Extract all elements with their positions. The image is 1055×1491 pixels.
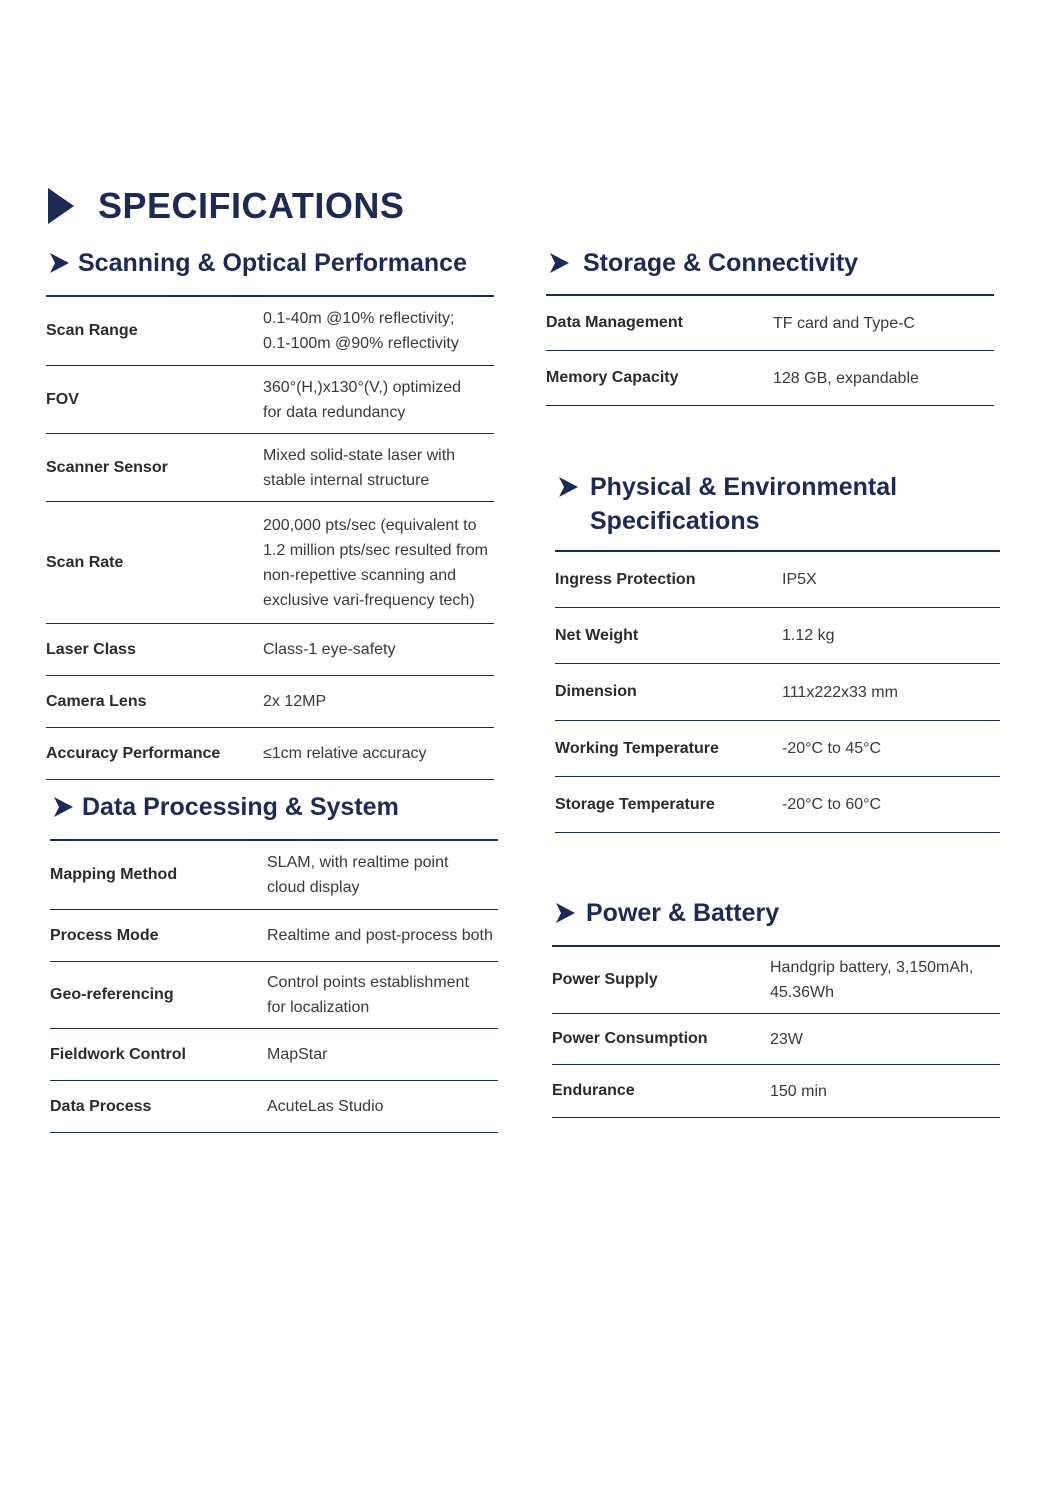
table-row [50, 910, 498, 962]
table-row [50, 841, 498, 910]
table-row [555, 552, 1000, 608]
row-value: Class-1 eye-safety [263, 641, 396, 658]
row-label: Endurance [552, 1082, 635, 1099]
chevron-right-icon [48, 252, 70, 274]
section-storage [546, 246, 994, 406]
table-row [555, 608, 1000, 664]
row-value: Control points establishment for localization [267, 974, 469, 1016]
row-value: Mixed solid-state laser with stable internal structure [263, 446, 456, 489]
row-label: Memory Capacity [546, 369, 679, 386]
row-value: 2x 12MP [263, 693, 327, 710]
chevron-right-icon [52, 796, 74, 818]
table-row [546, 351, 994, 406]
row-value: 1.12 kg [782, 627, 835, 644]
row-value: 111x222x33 mm [782, 683, 898, 701]
table-row [50, 962, 498, 1029]
row-label: Working Temperature [555, 739, 719, 757]
row-value: Realtime and post-process both [267, 927, 493, 944]
row-label: Scan Range [46, 322, 138, 339]
section-scanning [46, 246, 494, 780]
row-label: Mapping Method [50, 866, 178, 883]
table-row [552, 947, 1000, 1014]
spec-table [546, 294, 994, 406]
spec-table [46, 295, 494, 780]
spec-table [50, 839, 498, 1133]
table-row [50, 1029, 498, 1081]
table-row [46, 366, 494, 434]
row-label: Net Weight [555, 626, 639, 644]
table-row [50, 1081, 498, 1133]
section-heading [546, 246, 994, 280]
row-label: Data Process [50, 1097, 152, 1115]
row-label: Dimension [555, 683, 637, 700]
row-label: Camera Lens [46, 692, 147, 710]
row-label: Storage Temperature [555, 795, 715, 813]
section-title: Storage & Connectivity [583, 249, 859, 277]
row-label: Power Consumption [552, 1030, 708, 1047]
section-heading [46, 246, 494, 280]
table-row [46, 434, 494, 502]
spec-table [552, 945, 1000, 1118]
table-row [46, 624, 494, 676]
row-label: Ingress Protection [555, 570, 696, 588]
section-heading [552, 896, 1000, 930]
row-label: Power Supply [552, 971, 658, 988]
chevron-right-icon [554, 902, 576, 924]
section-title-line2: Specifications [590, 507, 760, 535]
chevron-right-icon [557, 476, 579, 498]
row-value: SLAM, with realtime point cloud display [267, 854, 449, 896]
table-row [552, 1065, 1000, 1118]
row-label: Laser Class [46, 640, 136, 658]
table-row [546, 296, 994, 351]
row-value: 360°(H,)x130°(V,) optimized for data redundancy [263, 378, 462, 421]
table-row [46, 676, 494, 728]
row-value: -20°C to 45°C [782, 740, 882, 757]
row-label: Geo-referencing [50, 986, 174, 1003]
row-value: 128 GB, expandable [773, 369, 919, 387]
section-title-line1: Physical & Environmental [590, 473, 898, 501]
table-row [555, 777, 1000, 833]
section-heading [555, 470, 1000, 538]
row-value: -20°C to 60°C [782, 796, 882, 813]
page-title-text: SPECIFICATIONS [98, 185, 405, 226]
table-row [46, 297, 494, 366]
triangle-right-icon [48, 188, 74, 224]
section-title: Data Processing & System [82, 793, 399, 821]
row-value: TF card and Type-C [773, 314, 915, 332]
row-value: 150 min [770, 1082, 827, 1100]
row-value: ≤1cm relative accuracy [263, 745, 427, 762]
row-value: AcuteLas Studio [267, 1098, 384, 1115]
page-title [48, 184, 404, 228]
row-value: 0.1-40m @10% reflectivity; 0.1-100m @90% reflectivity [263, 310, 459, 352]
row-label: Scan Rate [46, 553, 124, 571]
table-row [46, 728, 494, 780]
row-value: Handgrip battery, 3,150mAh, 45.36Wh [770, 959, 974, 1001]
row-value: 200,000 pts/sec (equivalent to 1.2 million pts/sec resulted from non-repettive scanning and exclusive vari-frequency tech) [263, 516, 488, 609]
section-title: Scanning & Optical Performance [78, 249, 467, 277]
row-value: 23W [770, 1030, 803, 1048]
section-power [552, 896, 1000, 1118]
row-value: MapStar [267, 1046, 328, 1063]
section-data-processing [50, 790, 498, 1133]
table-row [555, 721, 1000, 777]
row-label: Data Management [546, 314, 683, 331]
table-row [552, 1014, 1000, 1065]
chevron-right-icon [548, 252, 570, 274]
row-label: Accuracy Performance [46, 744, 221, 762]
row-label: Process Mode [50, 926, 159, 944]
table-row [555, 664, 1000, 721]
row-label: Fieldwork Control [50, 1045, 186, 1063]
section-physical [555, 470, 1000, 833]
table-row [46, 502, 494, 624]
row-label: FOV [46, 390, 79, 408]
row-label: Scanner Sensor [46, 458, 168, 476]
row-value: IP5X [782, 571, 817, 588]
section-title: Power & Battery [586, 899, 780, 927]
section-heading [50, 790, 498, 824]
spec-table [555, 550, 1000, 833]
